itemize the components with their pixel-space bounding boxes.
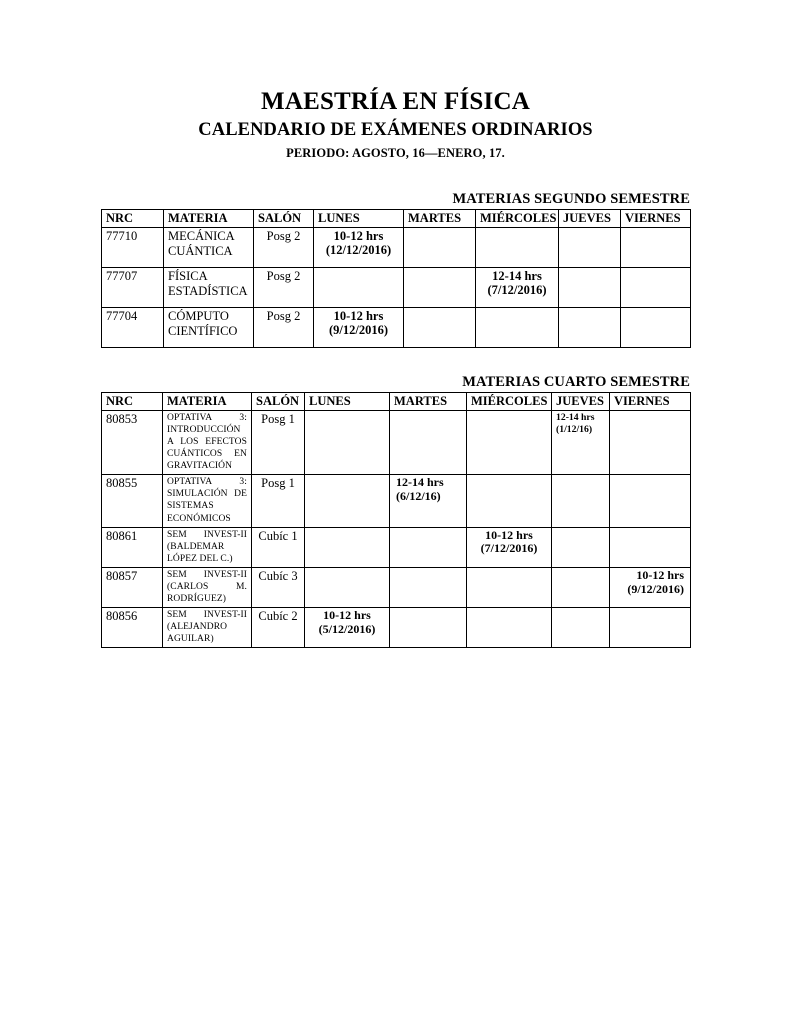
- cell-materia: SEM INVEST-II (BALDEMAR LÓPEZ DEL C.): [163, 527, 252, 567]
- second-semester-section: [101, 191, 690, 348]
- schedule-table-fourth-semester: [101, 392, 691, 648]
- cell-miercoles: [476, 268, 559, 308]
- period-label: PERIODO: AGOSTO, 16—ENERO, 17.: [286, 146, 505, 161]
- cell-nrc: 80856: [102, 607, 163, 647]
- cell-jueves: [552, 607, 610, 647]
- cell-martes: [404, 228, 476, 268]
- column-header-materia: MATERIA: [164, 210, 254, 228]
- cell-lunes: [305, 567, 390, 607]
- cell-lunes: [314, 268, 404, 308]
- cell-materia: OPTATIVA 3: SIMULACIÓN DE SISTEMAS ECONÓMICOS: [163, 475, 252, 527]
- cell-viernes: [610, 607, 691, 647]
- column-header-salon: SALÓN: [254, 210, 314, 228]
- cell-viernes: [621, 308, 691, 348]
- section-caption-second-semester: MATERIAS SEGUNDO SEMESTRE: [452, 191, 690, 207]
- cell-martes: [404, 308, 476, 348]
- cell-salon: Posg 2: [254, 228, 314, 268]
- table-row: [102, 527, 691, 567]
- cell-salon: Cubíc 3: [252, 567, 305, 607]
- table-row: [102, 308, 691, 348]
- cell-nrc: 80857: [102, 567, 163, 607]
- cell-nrc: 77704: [102, 308, 164, 348]
- cell-materia: CÓMPUTO CIENTÍFICO: [164, 308, 254, 348]
- column-header-jueves: JUEVES: [559, 210, 621, 228]
- cell-viernes: [610, 475, 691, 527]
- exam-slot: 10-12 hrs (9/12/2016): [328, 309, 389, 338]
- cell-materia: OPTATIVA 3: INTRODUCCIÓN A LOS EFECTOS CUÁNTICOS EN GRAVITACIÓN: [163, 411, 252, 475]
- column-header-jueves: JUEVES: [552, 393, 610, 411]
- exam-slot: 12-14 hrs (1/12/16): [556, 412, 595, 436]
- cell-salon: Posg 1: [252, 475, 305, 527]
- column-header-viernes: VIERNES: [610, 393, 691, 411]
- cell-materia: FÍSICA ESTADÍSTICA: [164, 268, 254, 308]
- column-header-lunes: LUNES: [314, 210, 404, 228]
- exam-slot: 10-12 hrs (9/12/2016): [627, 567, 684, 596]
- cell-martes: [390, 411, 467, 475]
- cell-martes: [390, 607, 467, 647]
- cell-nrc: 77710: [102, 228, 164, 268]
- column-header-martes: MARTES: [390, 393, 467, 411]
- table-row: [102, 411, 691, 475]
- section-caption-fourth-semester: MATERIAS CUARTO SEMESTRE: [462, 374, 690, 390]
- cell-nrc: 80855: [102, 475, 163, 527]
- column-header-miercoles: MIÉRCOLES: [476, 210, 559, 228]
- table-header-row: [102, 393, 691, 411]
- cell-viernes: [610, 411, 691, 475]
- cell-nrc: 77707: [102, 268, 164, 308]
- cell-martes: [404, 268, 476, 308]
- cell-viernes: [610, 567, 691, 607]
- cell-jueves: [559, 228, 621, 268]
- cell-jueves: [552, 411, 610, 475]
- cell-jueves: [559, 308, 621, 348]
- column-header-miercoles: MIÉRCOLES: [467, 393, 552, 411]
- cell-salon: Cubíc 2: [252, 607, 305, 647]
- cell-salon: Posg 2: [254, 268, 314, 308]
- column-header-nrc: NRC: [102, 210, 164, 228]
- exam-slot: 10-12 hrs (5/12/2016): [318, 607, 376, 636]
- cell-jueves: [552, 475, 610, 527]
- cell-jueves: [559, 268, 621, 308]
- cell-materia: SEM INVEST-II (ALEJANDRO AGUILAR): [163, 607, 252, 647]
- cell-miercoles: [467, 527, 552, 567]
- cell-jueves: [552, 527, 610, 567]
- cell-martes: [390, 567, 467, 607]
- table-row: [102, 475, 691, 527]
- fourth-semester-section: [101, 374, 690, 648]
- exam-slot: 10-12 hrs (7/12/2016): [480, 527, 538, 556]
- cell-viernes: [610, 527, 691, 567]
- cell-viernes: [621, 268, 691, 308]
- cell-lunes: [305, 411, 390, 475]
- cell-nrc: 80853: [102, 411, 163, 475]
- cell-martes: [390, 475, 467, 527]
- cell-lunes: [305, 527, 390, 567]
- cell-lunes: [305, 607, 390, 647]
- cell-miercoles: [467, 411, 552, 475]
- cell-jueves: [552, 567, 610, 607]
- exam-slot: 12-14 hrs (6/12/16): [396, 475, 444, 504]
- page-subtitle: CALENDARIO DE EXÁMENES ORDINARIOS: [198, 120, 593, 140]
- cell-materia: SEM INVEST-II (CARLOS M. RODRÍGUEZ): [163, 567, 252, 607]
- table-row: [102, 567, 691, 607]
- column-header-nrc: NRC: [102, 393, 163, 411]
- cell-martes: [390, 527, 467, 567]
- column-header-viernes: VIERNES: [621, 210, 691, 228]
- table-row: [102, 607, 691, 647]
- cell-nrc: 80861: [102, 527, 163, 567]
- cell-miercoles: [467, 475, 552, 527]
- cell-miercoles: [476, 228, 559, 268]
- column-header-martes: MARTES: [404, 210, 476, 228]
- table-row: [102, 228, 691, 268]
- cell-viernes: [621, 228, 691, 268]
- cell-lunes: [314, 308, 404, 348]
- cell-materia: MECÁNICA CUÁNTICA: [164, 228, 254, 268]
- document-header: [0, 0, 791, 161]
- cell-miercoles: [467, 607, 552, 647]
- column-header-salon: SALÓN: [252, 393, 305, 411]
- cell-salon: Cubíc 1: [252, 527, 305, 567]
- cell-miercoles: [476, 308, 559, 348]
- column-header-materia: MATERIA: [163, 393, 252, 411]
- cell-lunes: [314, 228, 404, 268]
- schedule-table-second-semester: [101, 209, 691, 348]
- column-header-lunes: LUNES: [305, 393, 390, 411]
- cell-lunes: [305, 475, 390, 527]
- table-header-row: [102, 210, 691, 228]
- cell-salon: Posg 1: [252, 411, 305, 475]
- cell-miercoles: [467, 567, 552, 607]
- exam-slot: 12-14 hrs (7/12/2016): [487, 269, 547, 298]
- exam-slot: 10-12 hrs (12/12/2016): [325, 229, 392, 258]
- table-row: [102, 268, 691, 308]
- page-title: MAESTRÍA EN FÍSICA: [261, 88, 530, 115]
- cell-salon: Posg 2: [254, 308, 314, 348]
